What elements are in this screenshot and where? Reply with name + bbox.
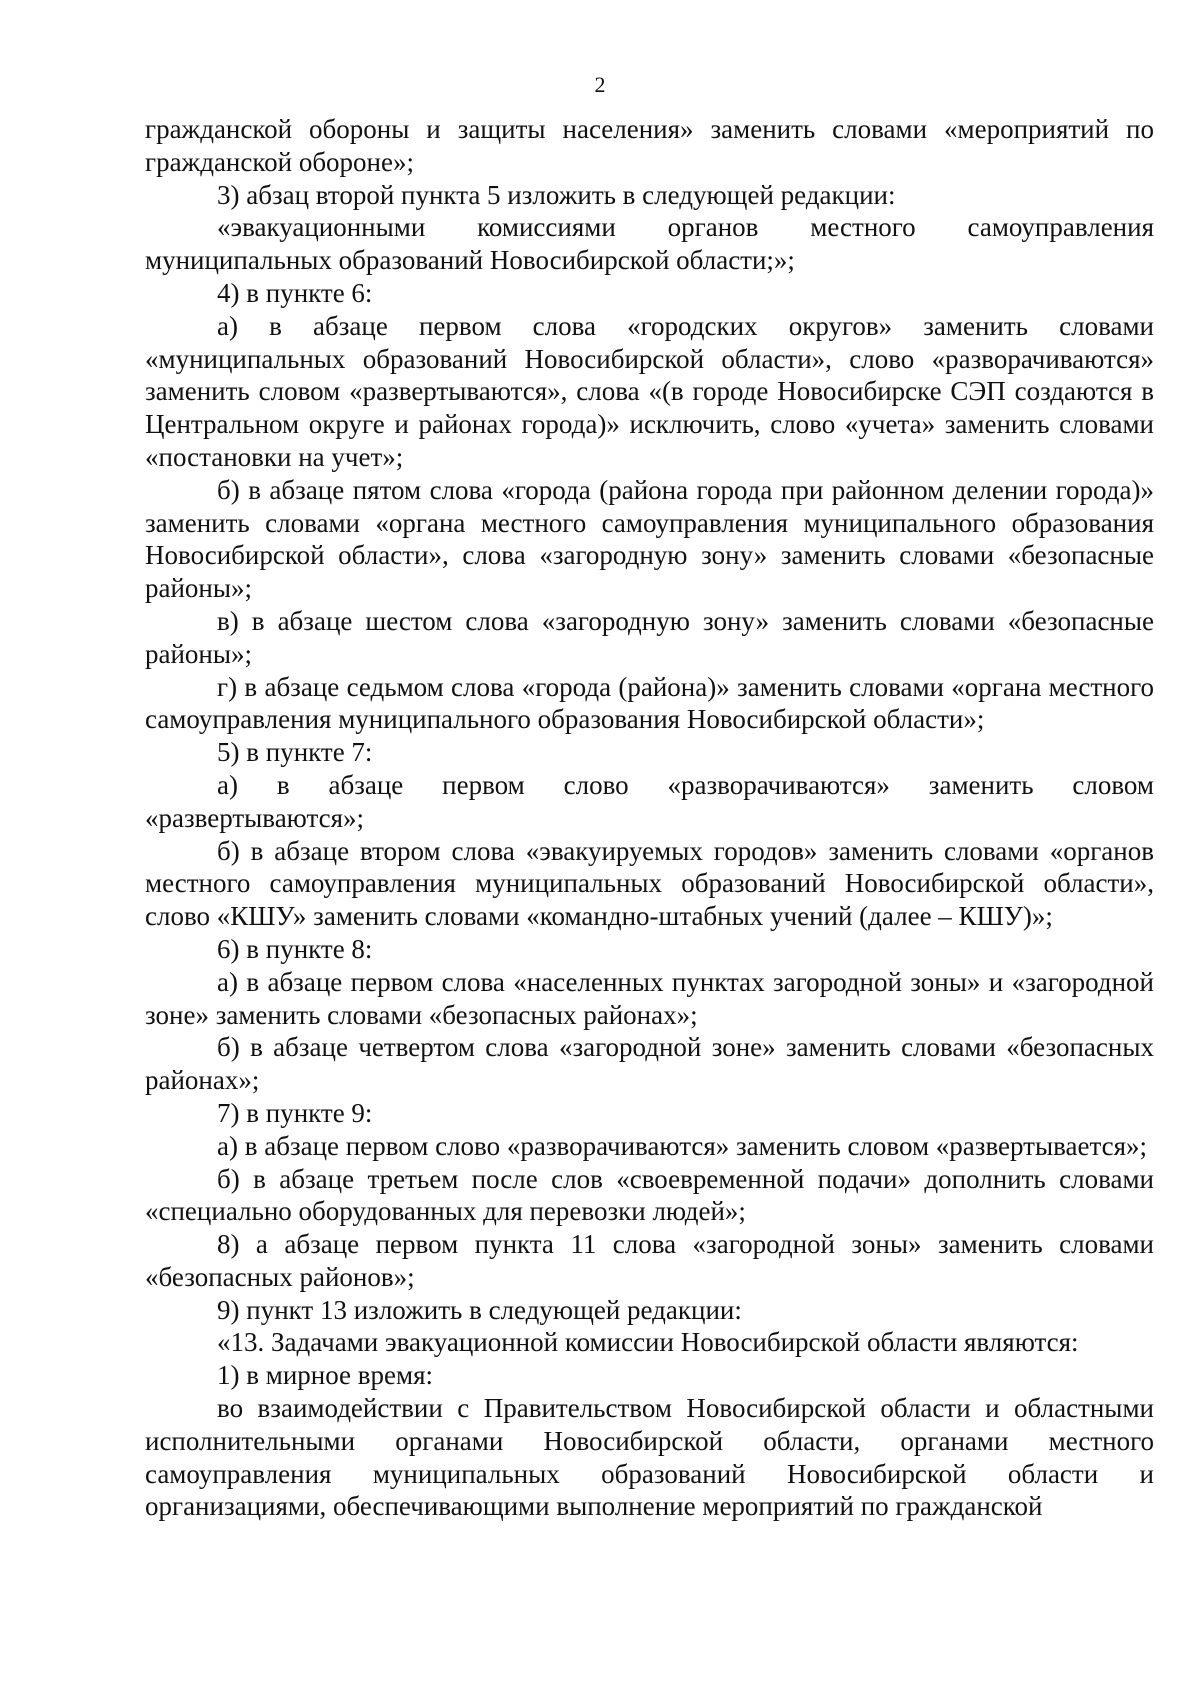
paragraph-item-4v: в) в абзаце шестом слова «загородную зону» заменить словами «безопасные районы»; <box>145 605 1154 669</box>
paragraph-item-5a: а) в абзаце первом слово «разворачиваются» заменить словом «развертываются»; <box>145 769 1154 833</box>
paragraph-item-9: 9) пункт 13 изложить в следующей редакции: <box>217 1294 742 1325</box>
document-body <box>145 113 1154 1523</box>
paragraph-item-6: 6) в пункте 8: <box>217 933 373 964</box>
paragraph-item-7a: а) в абзаце первом слово «разворачиваются» заменить словом «развертывается»; <box>217 1130 1148 1161</box>
paragraph-item-6a: а) в абзаце первом слова «населенных пунктах загородной зоны» и «загородной зоне» заменить словами «безопасных районах»; <box>145 966 1154 1030</box>
paragraph-item-5b: б) в абзаце втором слова «эвакуируемых городов» заменить словами «органов местного самоуправления муниципальных образований Новосибирской области», слово «КШУ» заменить словами «командно-штабных учений (далее – КШУ)»; <box>145 835 1154 932</box>
paragraph-item-4: 4) в пункте 6: <box>217 277 373 308</box>
paragraph-item-7: 7) в пункте 9: <box>217 1097 373 1128</box>
paragraph-item-6b: б) в абзаце четвертом слова «загородной зоне» заменить словами «безопасных районах»; <box>145 1032 1154 1096</box>
paragraph-item-4g: г) в абзаце седьмом слова «города (района)» заменить словами «органа местного самоуправления муниципального образования Новосибирской области»; <box>145 671 1154 735</box>
paragraph-item-3: 3) абзац второй пункта 5 изложить в следующей редакции: <box>217 179 896 210</box>
paragraph-continuation: гражданской обороны и защиты населения» заменить словами «мероприятий по гражданской обороне»; <box>145 114 1154 177</box>
paragraph-item-4a: а) в абзаце первом слова «городских округов» заменить словами «муниципальных образований Новосибирской области», слово «разворачиваются» заменить словом «развертываются», слова «(в городе Новосибирске СЭП создаются в Центральном округе и районах города)» исключить, слово «учета» заменить словами «постановки на учет»; <box>145 310 1154 472</box>
paragraph-point-13: «13. Задачами эвакуационной комиссии Новосибирской области являются: <box>217 1327 1079 1358</box>
paragraph-item-3-text: «эвакуационными комиссиями органов местного самоуправления муниципальных образований Новосибирской области;»; <box>145 212 1154 276</box>
paragraph-item-8: 8) а абзаце первом пункта 11 слова «загородной зоны» заменить словами «безопасных районов»; <box>145 1229 1154 1292</box>
page-number: 2 <box>594 72 606 97</box>
paragraph-peacetime: 1) в мирное время: <box>217 1360 434 1391</box>
paragraph-item-4b: б) в абзаце пятом слова «города (района города при районном делении города)» заменить словами «органа местного самоуправления муниципального образования Новосибирской области», слова «загородную зону» заменить словами «безопасные районы»; <box>145 474 1154 604</box>
paragraph-interaction: во взаимодействии с Правительством Новосибирской области и областными исполнительными органами Новосибирской области, органами местного самоуправления муниципальных образований Новосибирской области и организациями, обеспечивающими выполнение мероприятий по гражданской <box>145 1393 1154 1522</box>
paragraph-item-5: 5) в пункте 7: <box>217 737 373 768</box>
paragraph-item-7b: б) в абзаце третьем после слов «своевременной подачи» дополнить словами «специально оборудованных для перевозки людей»; <box>145 1163 1154 1227</box>
